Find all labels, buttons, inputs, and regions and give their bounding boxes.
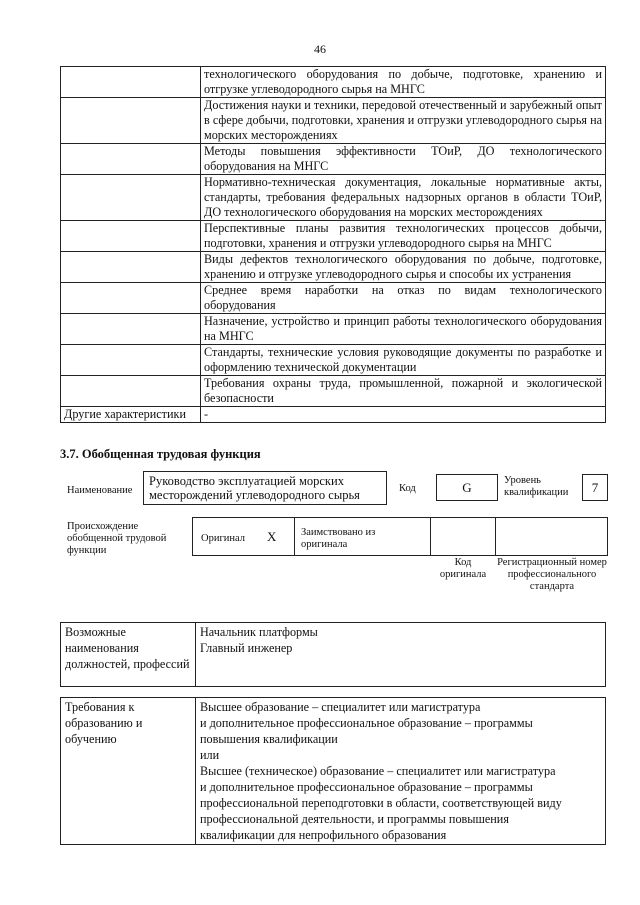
knowledge-row [61,67,606,98]
education-line: профессиональной деятельности, и программы повышения [200,812,509,826]
knowledge-row-label [61,144,201,175]
level-value-box [582,474,608,501]
page-number: 46 [314,42,326,56]
knowledge-row-text: Перспективные планы развития технологических процессов добычи, подготовки, хранения и отгрузки углеводородного сырья на МНГС [201,221,606,252]
origin-divider [495,517,496,556]
knowledge-row-label [61,345,201,376]
level-label: Уровень квалификации [504,475,569,498]
knowledge-row-label [61,283,201,314]
reg-number-caption: Регистрационный номер профессионального стандарта [497,557,607,592]
knowledge-row-text: Методы повышения эффективности ТОиР, ДО технологического оборудования на МНГС [201,144,606,175]
code-label: Код [399,483,416,494]
positions-label: Возможные наименования должностей, профессий [61,623,196,687]
code-original-caption: Код оригинала [439,557,487,580]
original-label: Оригинал [201,533,245,544]
position-item: Начальник платформы [200,625,318,639]
knowledge-row-text: Достижения науки и техники, передовой отечественный и зарубежный опыт в сфере добычи, подготовки, хранения и отгрузки углеводородного сырья на морских месторождениях [201,98,606,144]
knowledge-row-label [61,67,201,98]
education-text [196,698,606,845]
original-mark: X [267,529,277,544]
knowledge-row-label: Другие характеристики [61,407,201,423]
education-label: Требования к образованию и обучению [61,698,196,845]
education-line: Высшее (техническое) образование – специалитет или магистратура [200,764,556,778]
knowledge-row-label [61,175,201,221]
knowledge-row-text: Стандарты, технические условия руководящие документы по разработке и оформлению технической документации [201,345,606,376]
name-value-box [143,471,387,505]
knowledge-row-label [61,98,201,144]
knowledge-row-label [61,314,201,345]
origin-label: Происхождение обобщенной трудовой функции [67,521,167,556]
knowledge-row [61,345,606,376]
education-line: Высшее образование – специалитет или магистратура [200,700,481,714]
knowledge-row-text: - [201,407,606,423]
knowledge-row [61,98,606,144]
education-line: и дополнительное профессиональное образование – программы [200,780,533,794]
education-line: и дополнительное профессиональное образование – программы [200,716,533,730]
origin-divider [430,517,431,556]
knowledge-table [60,66,606,423]
knowledge-row-text: Среднее время наработки на отказ по видам технологического оборудования [201,283,606,314]
knowledge-row-text: Виды дефектов технологического оборудования по добыче, подготовке, хранению и отгрузке углеводородного сырья и способы их устранения [201,252,606,283]
section-title: 3.7. Обобщенная трудовая функция [60,447,261,461]
positions-list [196,623,606,687]
education-line: или [200,748,220,762]
name-label: Наименование [67,485,133,496]
knowledge-row-text: Назначение, устройство и принцип работы технологического оборудования на МНГС [201,314,606,345]
knowledge-row [61,221,606,252]
positions-table [60,622,606,687]
origin-divider [294,517,295,556]
knowledge-row-label [61,376,201,407]
knowledge-row [61,376,606,407]
education-line: квалификации для непрофильного образования [200,828,447,842]
knowledge-row-text: технологического оборудования по добыче, подготовке, хранению и отгрузке углеводородного сырья на МНГС [201,67,606,98]
knowledge-row [61,314,606,345]
education-line: повышения квалификации [200,732,338,746]
knowledge-row-text: Нормативно-техническая документация, локальные нормативные акты, стандарты, требования федеральных надзорных органов в области ТОиР, ДО технологического оборудования на морских месторождениях [201,175,606,221]
knowledge-row [61,407,606,423]
borrowed-label: Заимствовано из оригинала [301,527,376,550]
knowledge-row [61,175,606,221]
position-item: Главный инженер [200,641,293,655]
level-value: 7 [591,480,599,495]
name-value: Руководство эксплуатацией морских месторождений углеводородного сырья [149,474,360,502]
education-table [60,697,606,845]
knowledge-row [61,144,606,175]
knowledge-row-label [61,252,201,283]
education-line: профессиональной переподготовки в области, соответствующей виду [200,796,562,810]
knowledge-row [61,283,606,314]
code-value-box [436,474,498,501]
knowledge-row-text: Требования охраны труда, промышленной, пожарной и экологической безопасности [201,376,606,407]
code-value: G [462,480,472,495]
knowledge-row-label [61,221,201,252]
knowledge-row [61,252,606,283]
